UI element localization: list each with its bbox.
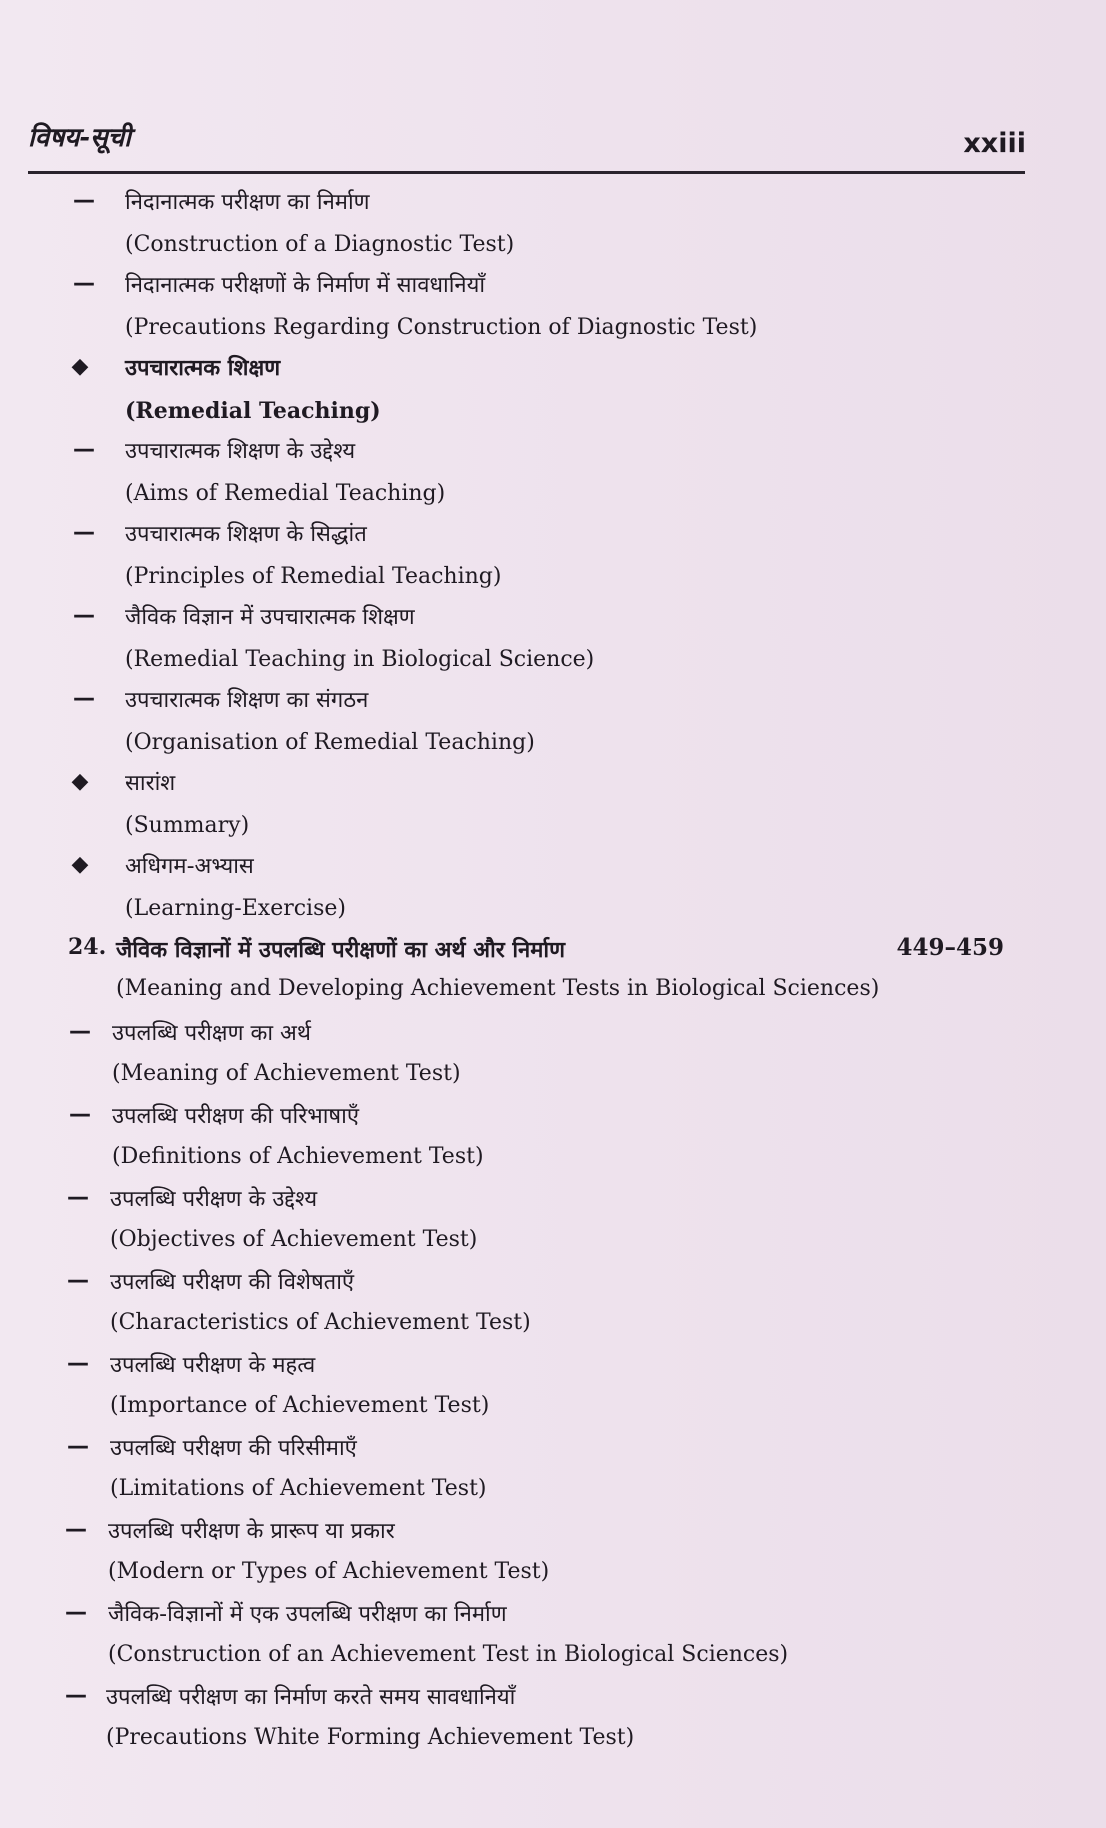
entry-hindi: निदानात्मक परीक्षण का निर्माण [125,190,370,215]
entry-hindi: उपचारात्मक शिक्षण [125,356,281,381]
dash-marker: — [69,1019,91,1044]
dash-marker: — [73,271,95,296]
dash-marker: — [65,1600,87,1625]
dash-marker: — [73,437,95,462]
header-rule [28,171,1025,174]
page-number: xxiii [963,128,1026,159]
entry-hindi: उपलब्धि परीक्षण की विशेषताएँ [110,1270,355,1295]
dash-marker: — [73,603,95,628]
entry-hindi: उपलब्धि परीक्षण के उद्देश्य [110,1187,318,1212]
entry-english: (Summary) [125,813,250,838]
dash-marker: — [67,1185,89,1210]
entry-hindi: उपलब्धि परीक्षण के महत्व [110,1353,316,1378]
dash-marker: — [73,188,95,213]
entry-hindi: जैविक-विज्ञानों में एक उपलब्धि परीक्षण का निर्माण [108,1602,507,1627]
section-title: विषय-सूची [28,123,131,153]
diamond-bullet-icon: ◆ [71,769,89,794]
entry-hindi: अधिगम-अभ्यास [125,854,254,879]
dash-marker: — [65,1683,87,1708]
diamond-bullet-icon: ◆ [71,354,89,379]
entry-english: (Aims of Remedial Teaching) [125,481,446,506]
entry-english: (Limitations of Achievement Test) [110,1476,487,1501]
entry-english: (Meaning of Achievement Test) [112,1061,461,1086]
entry-english: (Precautions Regarding Construction of Diagnostic Test) [125,315,758,340]
dash-marker: — [67,1268,89,1293]
entry-english: (Objectives of Achievement Test) [110,1227,478,1252]
chapter-title-hindi: जैविक विज्ञानों में उपलब्धि परीक्षणों का अर्थ और निर्माण [116,938,566,963]
entry-english: (Characteristics of Achievement Test) [110,1310,531,1335]
entry-english: (Principles of Remedial Teaching) [125,564,502,589]
diamond-bullet-icon: ◆ [71,852,89,877]
entry-english: (Organisation of Remedial Teaching) [125,730,535,755]
entry-english: (Modern or Types of Achievement Test) [108,1559,550,1584]
entry-hindi: निदानात्मक परीक्षणों के निर्माण में सावधानियाँ [125,273,486,298]
entry-english: (Construction of a Diagnostic Test) [125,232,515,257]
dash-marker: — [67,1351,89,1376]
dash-marker: — [69,1102,91,1127]
entry-hindi: उपलब्धि परीक्षण का निर्माण करते समय सावधानियाँ [106,1685,516,1710]
entry-english: (Learning-Exercise) [125,896,346,921]
dash-marker: — [73,520,95,545]
entry-hindi: उपलब्धि परीक्षण का अर्थ [112,1021,311,1046]
entry-hindi: उपलब्धि परीक्षण की परिसीमाएँ [110,1436,357,1461]
chapter-number: 24. [68,934,107,960]
entry-hindi: जैविक विज्ञान में उपचारात्मक शिक्षण [125,605,415,630]
entry-english: (Definitions of Achievement Test) [112,1144,484,1169]
entry-hindi: सारांश [125,771,176,796]
entry-hindi: उपचारात्मक शिक्षण के उद्देश्य [125,439,356,464]
entry-english: (Remedial Teaching in Biological Science) [125,647,595,672]
entry-english: (Construction of an Achievement Test in Biological Sciences) [108,1642,789,1667]
chapter-title-english: (Meaning and Developing Achievement Tests in Biological Sciences) [116,976,880,1001]
entry-hindi: उपलब्धि परीक्षण के प्रारूप या प्रकार [108,1519,395,1544]
entry-english: (Remedial Teaching) [125,398,381,424]
entry-english: (Importance of Achievement Test) [110,1393,490,1418]
dash-marker: — [67,1434,89,1459]
entry-english: (Precautions White Forming Achievement Test) [106,1725,635,1750]
dash-marker: — [73,686,95,711]
entry-hindi: उपचारात्मक शिक्षण का संगठन [125,688,369,713]
entry-hindi: उपचारात्मक शिक्षण के सिद्धांत [125,522,367,547]
entry-hindi: उपलब्धि परीक्षण की परिभाषाएँ [112,1104,359,1129]
dash-marker: — [65,1517,87,1542]
chapter-page-range: 449–459 [896,934,1004,961]
